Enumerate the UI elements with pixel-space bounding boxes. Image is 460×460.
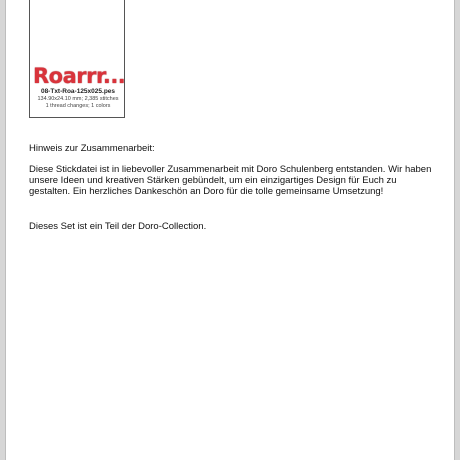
roarrr-logo: Roarrr... [33,64,126,88]
note-paragraph-1: Diese Stickdatei ist in liebevoller Zusammenarbeit mit Doro Schulenberg entstanden. Wir haben unsere Ideen und kreativen Stärken gebündelt, um ein einzigartiges Design für Euch zu gestalten. Ein herzliches Dankeschön an Doro für die tolle gemeinsame Umsetzung! [29,164,432,197]
file-name-label: 08-Txt-Roa-125x025.pes [40,88,116,95]
thread-info-label: 1 thread changes; 1 colors [45,103,111,109]
dimensions-label: 134.90x24.10 mm; 2,385 stitches [37,96,119,102]
note-heading: Hinweis zur Zusammenarbeit: [29,143,155,154]
embroidery-preview-card [29,0,125,118]
document-page [5,0,455,460]
note-paragraph-2: Dieses Set ist ein Teil der Doro-Collection. [29,221,207,232]
